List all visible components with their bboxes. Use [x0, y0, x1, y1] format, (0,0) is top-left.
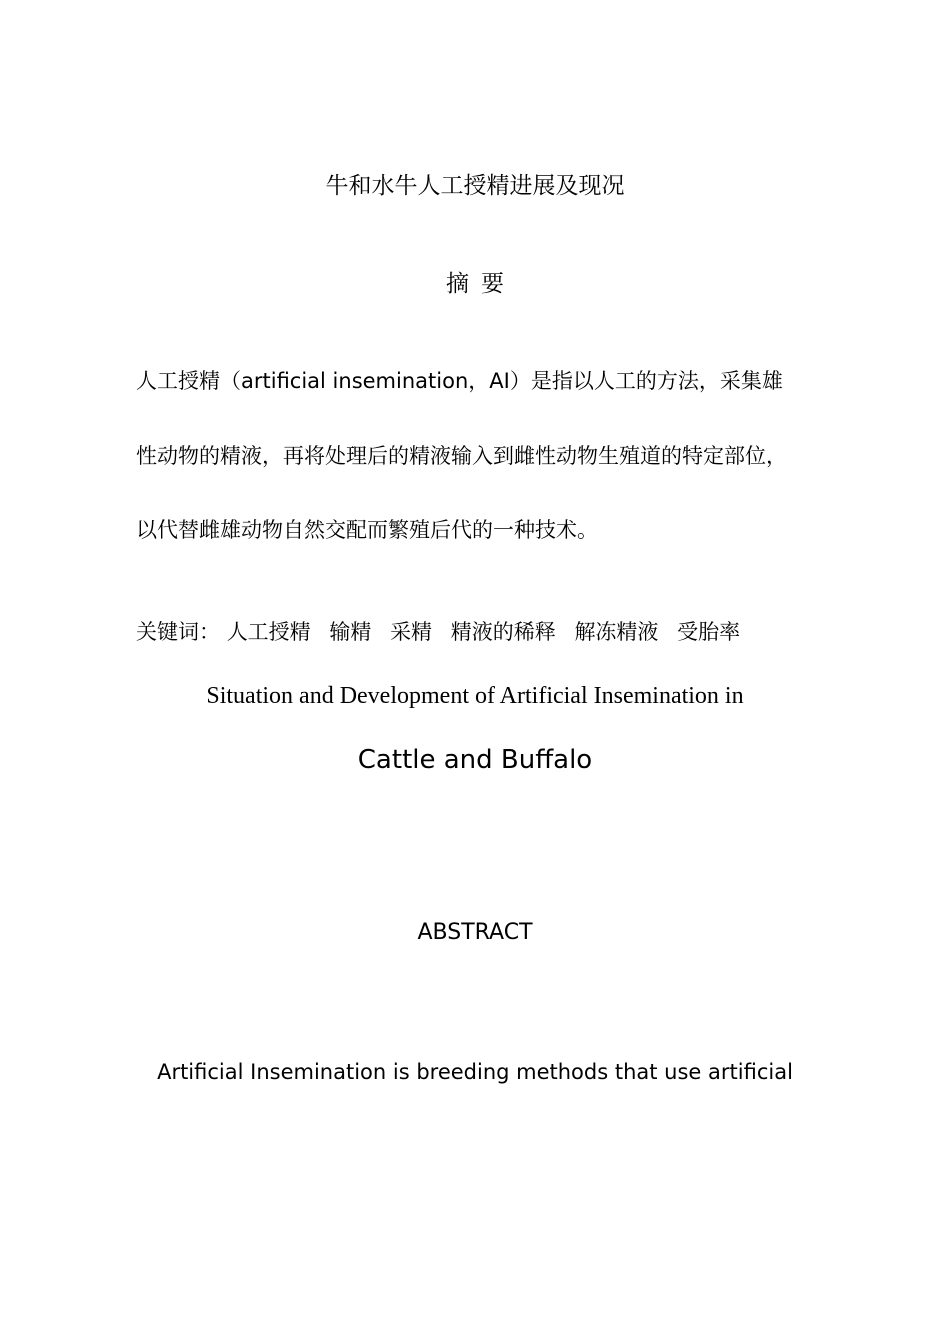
- keyword: 精液的稀释: [450, 620, 556, 644]
- keyword: 受胎率: [677, 620, 741, 644]
- chinese-abstract-heading: 摘要: [446, 271, 516, 297]
- keyword: 采精: [390, 620, 433, 644]
- keywords-label: 关键词：: [136, 620, 220, 644]
- english-abstract-first-line: Artificial Insemination is breeding methods that use artificial: [157, 1060, 793, 1084]
- keyword: 解冻精液: [574, 620, 659, 644]
- chinese-abstract-line-1: 人工授精（artificial insemination，AI）是指以人工的方法，采集雄: [136, 369, 783, 393]
- keyword: 人工授精: [226, 620, 311, 644]
- chinese-abstract-line-3: 以代替雌雄动物自然交配而繁殖后代的一种技术。: [136, 518, 598, 542]
- english-abstract-heading: ABSTRACT: [417, 920, 533, 945]
- chinese-abstract-line-2: 性动物的精液，再将处理后的精液输入到雌性动物生殖道的特定部位，: [136, 444, 787, 468]
- chinese-keywords: [136, 617, 752, 647]
- english-title-line-2: Cattle and Buffalo: [357, 745, 593, 775]
- keyword: 输精: [329, 620, 372, 644]
- english-title-line-1: Situation and Development of Artificial Insemination in: [206, 683, 744, 709]
- chinese-title: 牛和水牛人工授精进展及现况: [325, 173, 625, 199]
